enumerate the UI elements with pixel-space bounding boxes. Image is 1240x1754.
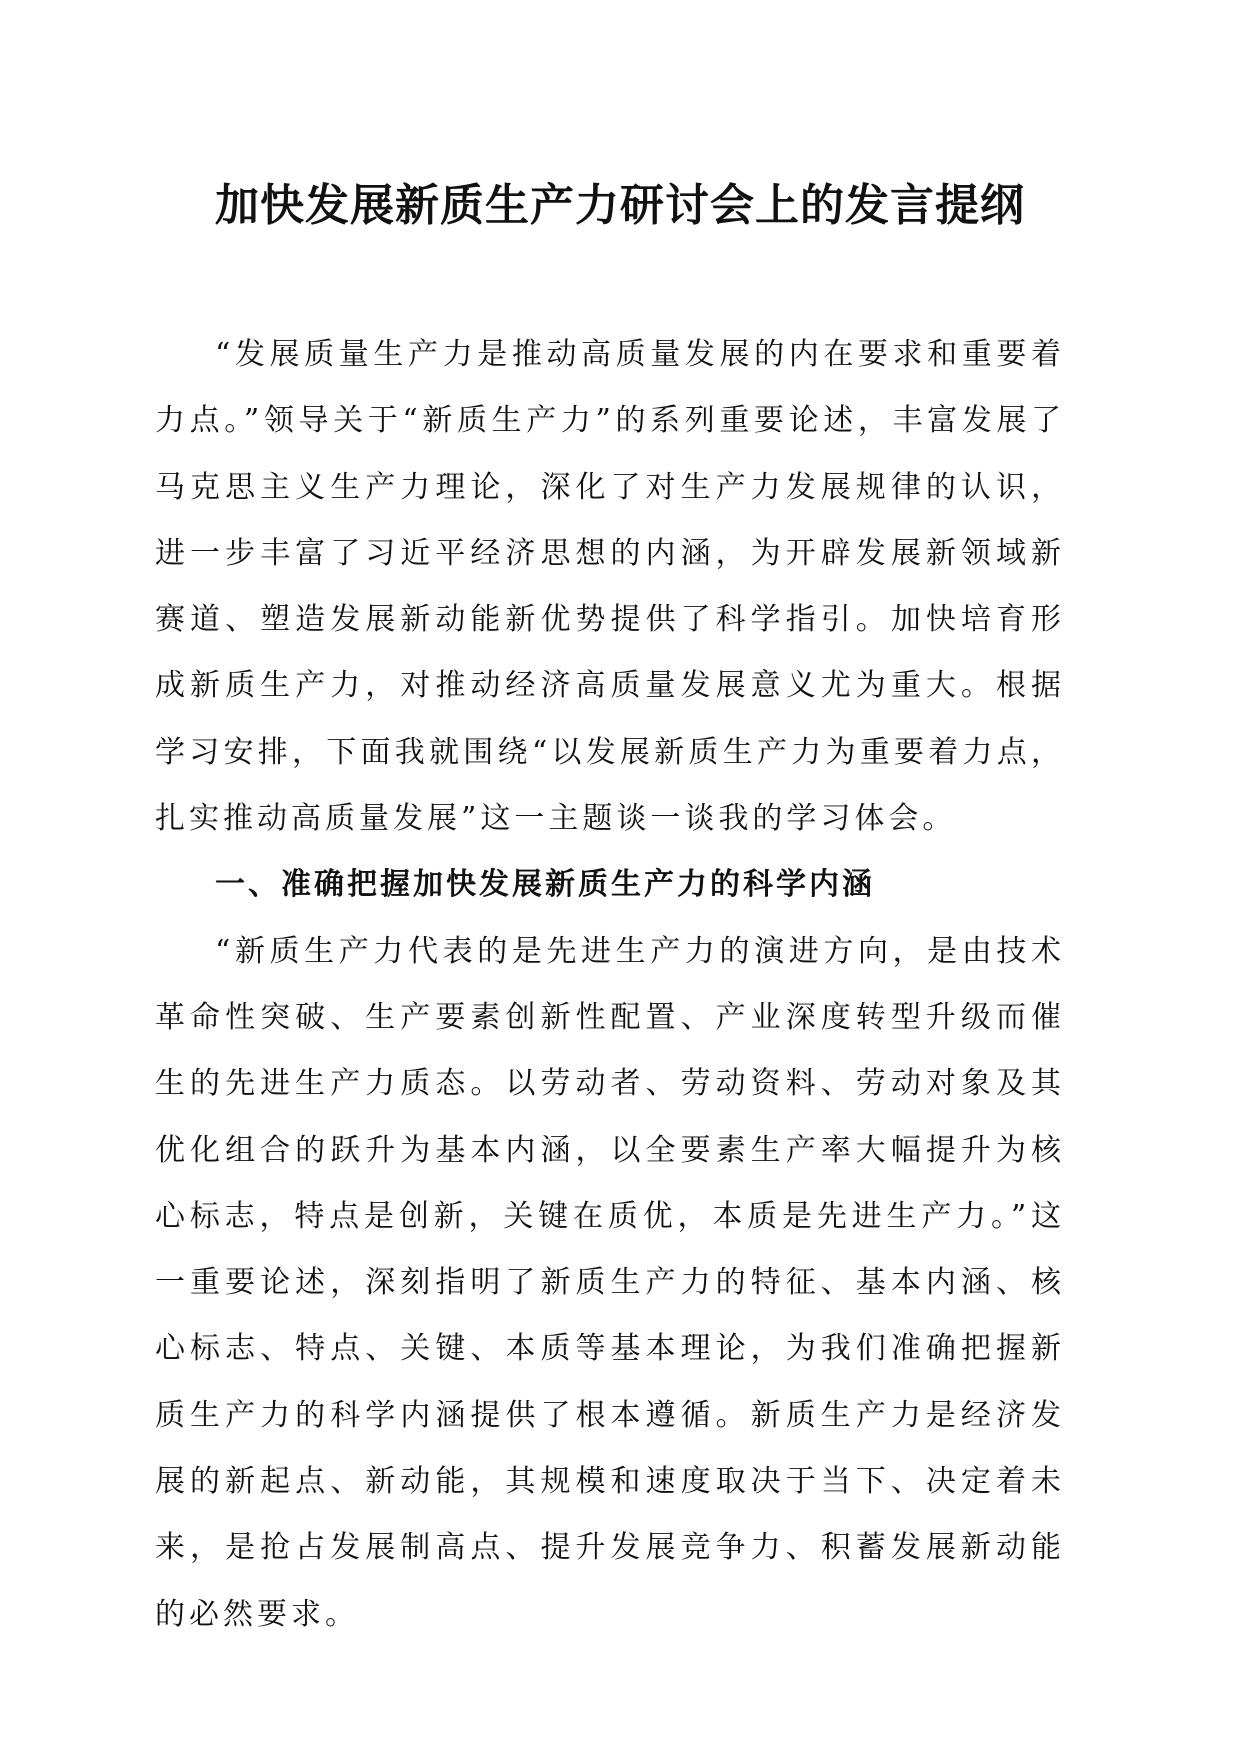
section-paragraph: “新质生产力代表的是先进生产力的演进方向，是由技术革命性突破、生产要素创新性配置、产业深度转型升级而催生的先进生产力质态。以劳动者、劳动资料、劳动对象及其优化组合的跃升为基本内涵，以全要素生产率大幅提升为核心标志，特点是创新，关键在质优，本质是先进生产力。”这一重要论述，深刻指明了新质生产力的特征、基本内涵、核心标志、特点、关键、本质等基本理论，为我们准确把握新质生产力的科学内涵提供了根本遵循。新质生产力是经济发展的新起点、新动能，其规模和速度取决于当下、决定着未来，是抢占发展制高点、提升发展竞争力、积蓄发展新动能的必然要求。 [155, 933, 1065, 1632]
intro-paragraph: “发展质量生产力是推动高质量发展的内在要求和重要着力点。”领导关于“新质生产力”的系列重要论述，丰富发展了马克思主义生产力理论，深化了对生产力发展规律的认识，进一步丰富了习近平经济思想的内涵，为开辟发展新领域新赛道、塑造发展新动能新优势提供了科学指引。加快培育形成新质生产力，对推动经济高质量发展意义尤为重大。根据学习安排，下面我就围绕“以发展新质生产力为重要着力点，扎实推动高质量发展”这一主题谈一谈我的学习体会。 [155, 337, 1065, 837]
document-body [155, 322, 1065, 1648]
document-title: 加快发展新质生产力研讨会上的发言提纲 [215, 180, 1025, 231]
section-heading: 一、准确把握加快发展新质生产力的科学内涵 [215, 867, 875, 903]
